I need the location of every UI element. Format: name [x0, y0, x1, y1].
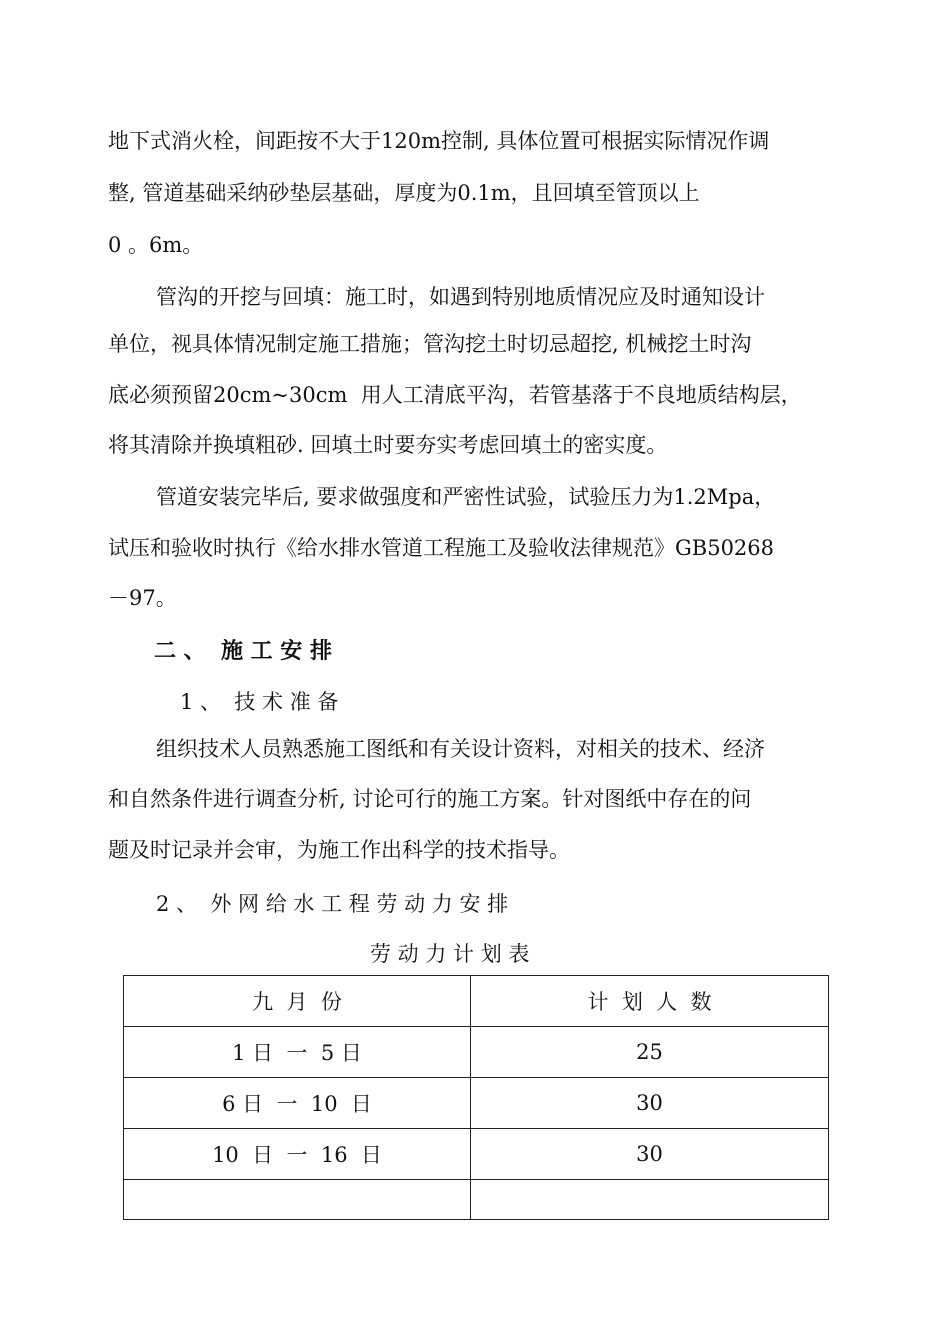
paragraph-4-line-2: 和自然条件进行调查分析, 讨论可行的施工方案。针对图纸中存在的问	[108, 787, 752, 811]
subheading-technical-prep: 1 、 技 术 准 备	[180, 690, 339, 714]
table-header-row	[124, 976, 829, 1027]
cell-date-range	[124, 1180, 471, 1220]
paragraph-2-line-3: 底必须预留20cm~30cm 用人工清底平沟，若管基落于不良地质结构层，	[108, 383, 802, 407]
section-heading: 二 、 施 工 安 排	[154, 638, 332, 664]
paragraph-1-line-1: 地下式消火栓，间距按不大于120m控制, 具体位置可根据实际情况作调	[108, 129, 770, 153]
table-row	[124, 1078, 829, 1129]
paragraph-4-line-3: 题及时记录并会审，为施工作出科学的技术指导。	[108, 838, 570, 862]
table-row	[124, 1027, 829, 1078]
cell-count: 30	[471, 1129, 829, 1180]
paragraph-2-line-2: 单位，视具体情况制定施工措施；管沟挖土时切忌超挖, 机械挖土时沟	[108, 332, 752, 356]
paragraph-3-line-3: －97。	[108, 586, 177, 610]
cell-count	[471, 1180, 829, 1220]
paragraph-4-line-1: 组织技术人员熟悉施工图纸和有关设计资料，对相关的技术、经济	[156, 737, 765, 761]
subheading-labor-arrangement: 2 、 外 网 给 水 工 程 劳 动 力 安 排	[156, 892, 509, 916]
paragraph-1-line-2: 整, 管道基础采纳砂垫层基础，厚度为0.1m，且回填至管顶以上	[108, 181, 700, 205]
cell-count: 25	[471, 1027, 829, 1078]
table-title: 劳 动 力 计 划 表	[370, 942, 530, 966]
header-planned-count: 计 划 人 数	[471, 976, 829, 1027]
paragraph-1-line-3: 0 。6m。	[108, 233, 204, 257]
paragraph-2-line-1: 管沟的开挖与回填：施工时，如遇到特别地质情况应及时通知设计	[156, 285, 765, 309]
table-row-empty	[124, 1180, 829, 1220]
table-row	[124, 1129, 829, 1180]
header-month: 九 月 份	[124, 976, 471, 1027]
paragraph-3-line-2: 试压和验收时执行《给水排水管道工程施工及验收法律规范》GB50268	[108, 536, 775, 560]
cell-count: 30	[471, 1078, 829, 1129]
cell-date-range: 1 日 一 5 日	[124, 1027, 471, 1078]
labor-plan-table	[123, 975, 829, 1220]
paragraph-3-line-1: 管道安装完毕后, 要求做强度和严密性试验，试验压力为1.2Mpa，	[156, 485, 776, 509]
cell-date-range: 6 日 一 10 日	[124, 1078, 471, 1129]
paragraph-2-line-4: 将其清除并换填粗砂. 回填土时要夯实考虑回填土的密实度。	[108, 433, 668, 457]
cell-date-range: 10 日 一 16 日	[124, 1129, 471, 1180]
